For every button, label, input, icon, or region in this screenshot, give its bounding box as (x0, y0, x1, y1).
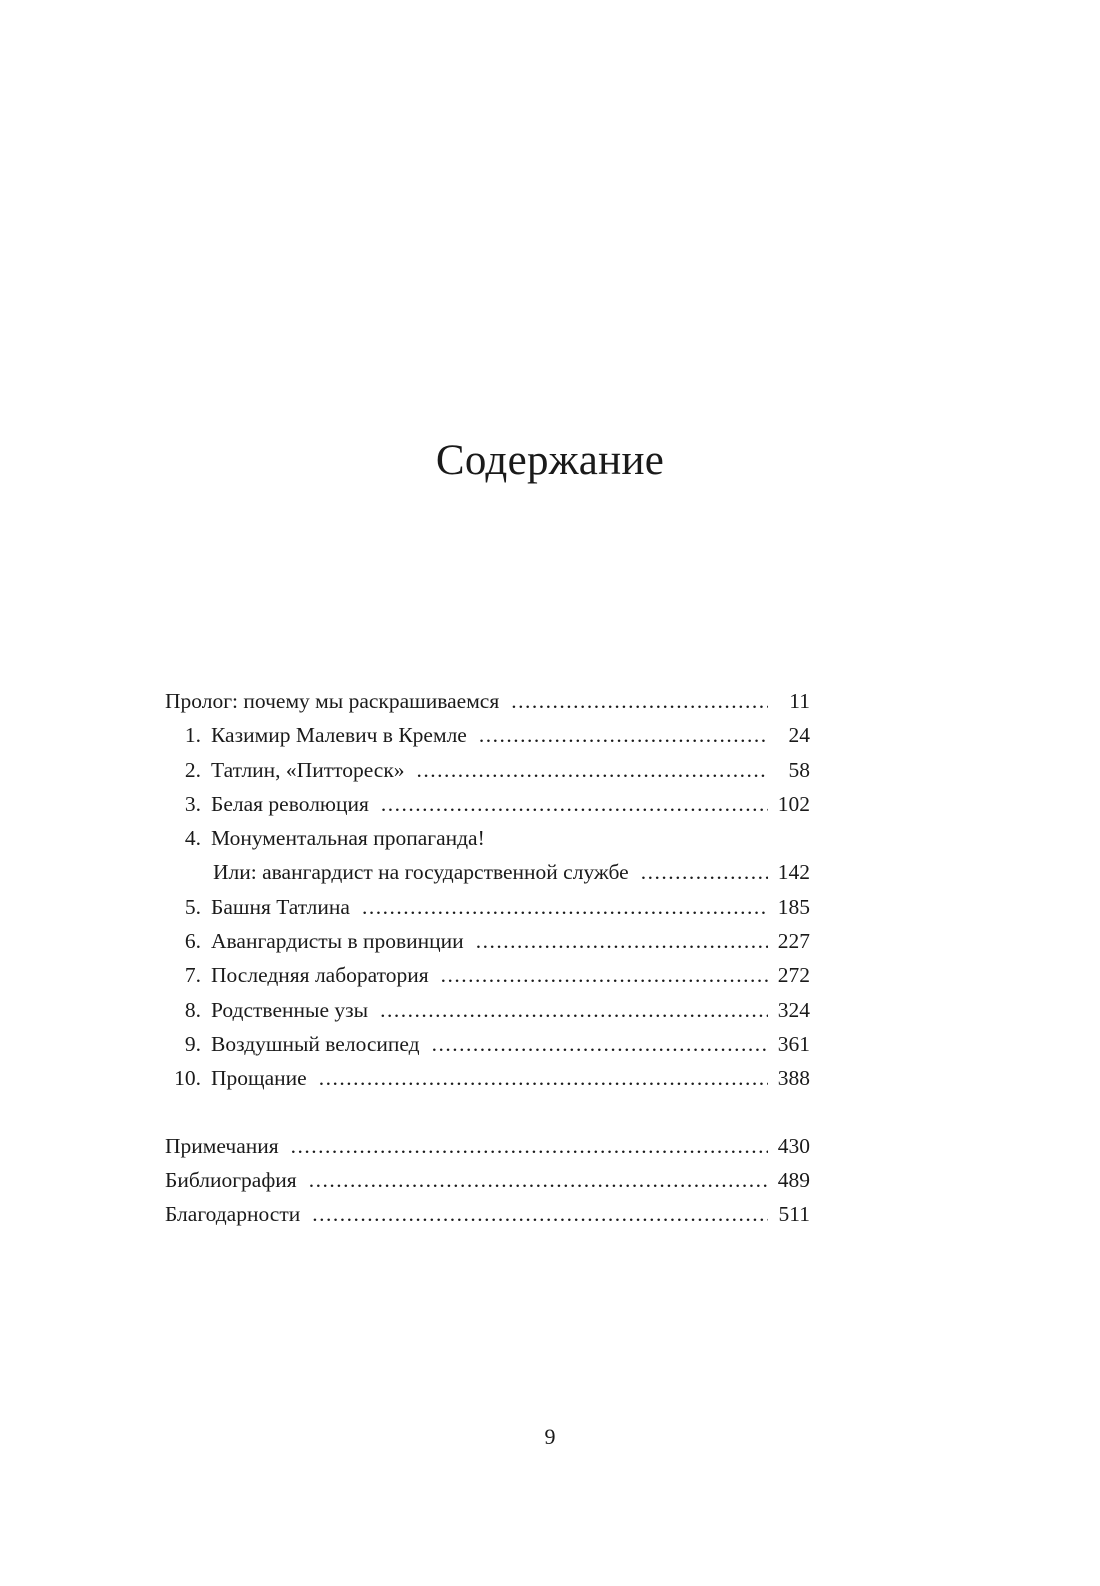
dot-leader (417, 753, 768, 787)
toc-entry-label: Прощание (211, 1066, 307, 1091)
chapter-number: 10. (174, 1066, 201, 1091)
toc-entry-label: Последняя лаборатория (211, 963, 429, 988)
chapter-number: 4. (184, 826, 201, 851)
toc-entry-acknowledgements (165, 1197, 810, 1231)
toc-entry-notes (165, 1129, 810, 1163)
toc-entry-bibliography (165, 1163, 810, 1197)
dot-leader (641, 855, 768, 889)
toc-entry-page: 388 (777, 1066, 810, 1091)
dot-leader (291, 1129, 768, 1163)
toc-entry-label: Монументальная пропаганда! (211, 826, 485, 851)
toc-entry-page: 102 (777, 791, 810, 816)
toc-entry-chapter-4-continuation (165, 855, 810, 889)
chapter-number: 8. (184, 997, 201, 1022)
toc-entry-page: 511 (778, 1202, 810, 1227)
toc-entry-page: 11 (789, 689, 810, 713)
dot-leader (479, 718, 768, 752)
toc-entry-chapter-5 (165, 890, 810, 924)
toc-entry-label: Татлин, «Питтореск» (211, 757, 405, 782)
toc-entry-chapter-9 (165, 1027, 810, 1061)
toc-entry-page: 272 (777, 963, 810, 988)
chapter-number: 9. (184, 1031, 201, 1056)
dot-leader (441, 958, 768, 992)
toc-entry-page: 227 (777, 929, 810, 954)
toc-entry-label: Или: авангардист на государственной службе (213, 860, 629, 885)
toc-entry-label: Родственные узы (211, 997, 369, 1022)
toc-entry-label: Казимир Малевич в Кремле (211, 723, 467, 748)
toc-entry-page: 489 (777, 1167, 810, 1192)
dot-leader (319, 1061, 768, 1095)
dot-leader (381, 787, 768, 821)
toc-entry-page: 58 (788, 757, 810, 782)
dot-leader (511, 684, 768, 718)
toc-entry-label: Башня Татлина (211, 894, 350, 919)
dot-leader (362, 890, 768, 924)
toc-entry-chapter-4 (165, 821, 810, 855)
toc-entry-prologue (165, 684, 810, 718)
chapter-number: 1. (184, 723, 201, 748)
page-number: 9 (544, 1424, 556, 1449)
toc-entry-label: Благодарности (165, 1202, 301, 1227)
toc-entry-page: 324 (777, 997, 810, 1022)
toc-entry-page: 24 (788, 723, 810, 748)
toc-entry-chapter-8 (165, 993, 810, 1027)
toc-entry-label: Примечания (165, 1133, 279, 1158)
toc-entry-label: Библиография (165, 1167, 297, 1192)
page-title: Содержание (435, 437, 665, 484)
toc-entry-page: 185 (777, 894, 810, 919)
toc-entry-chapter-3 (165, 787, 810, 821)
toc-entry-chapter-7 (165, 958, 810, 992)
toc-entry-chapter-1 (165, 718, 810, 752)
chapter-number: 5. (184, 894, 201, 919)
toc-entry-page: 361 (777, 1031, 810, 1056)
toc-entry-label: Воздушный велосипед (211, 1031, 420, 1056)
toc-entry-chapter-6 (165, 924, 810, 958)
dot-leader (476, 924, 768, 958)
toc-entry-label: Авангардисты в провинции (211, 929, 464, 954)
chapter-number: 7. (184, 963, 201, 988)
toc-entry-page: 142 (777, 860, 810, 885)
toc-entry-label: Пролог: почему мы раскрашиваемся (165, 689, 500, 713)
dot-leader (380, 993, 768, 1027)
toc-entry-label: Белая революция (211, 791, 369, 816)
dot-leader (312, 1197, 768, 1231)
table-of-contents (165, 684, 810, 1231)
toc-entry-chapter-10 (165, 1061, 810, 1095)
toc-entry-page: 430 (777, 1133, 810, 1158)
chapter-number: 3. (184, 791, 201, 816)
dot-leader (309, 1163, 768, 1197)
chapter-number: 2. (184, 757, 201, 782)
chapter-number: 6. (184, 929, 201, 954)
toc-entry-chapter-2 (165, 753, 810, 787)
dot-leader (432, 1027, 768, 1061)
